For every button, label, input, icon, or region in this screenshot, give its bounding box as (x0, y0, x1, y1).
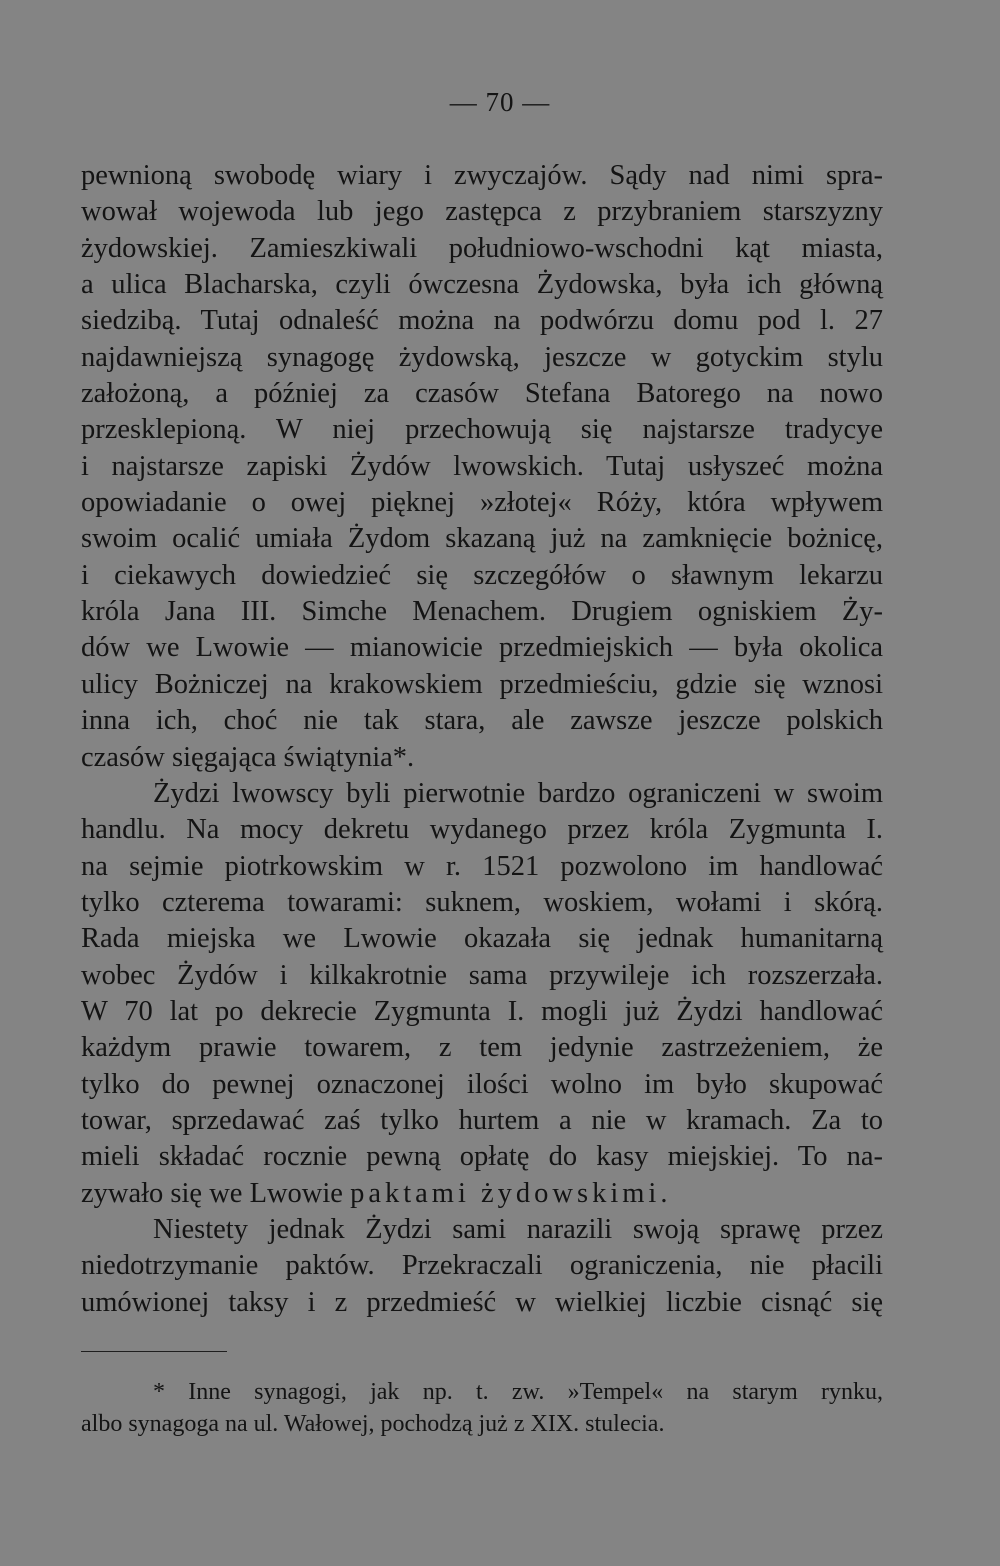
footnote-line: * Inne synagogi, jak np. t. zw. »Tempel« na starym rynku, (153, 1379, 883, 1405)
text-line: i ciekawych dowiedzieć się szczegółów o sławnym lekarzu (81, 559, 883, 591)
text-line: handlu. Na mocy dekretu wydanego przez króla Zygmunta I. (81, 814, 883, 846)
text-line: W 70 lat po dekrecie Zygmunta I. mogli już Żydzi handlować (81, 995, 883, 1027)
text-line: Niestety jednak Żydzi sami narazili swoją sprawę przez (153, 1213, 883, 1245)
text-line: opowiadanie o owej pięknej »złotej« Róży, która wpływem (81, 487, 883, 519)
text-line: dów we Lwowie — mianowicie przedmiejskich — była okolica (81, 632, 883, 664)
text-line (81, 1176, 883, 1212)
text-line: Żydzi lwowscy byli pierwotnie bardzo ograniczeni w swoim (153, 777, 883, 809)
footnote-divider (81, 1351, 227, 1352)
text-fragment: zywało się we Lwowie (81, 1177, 343, 1209)
text-line: tylko do pewnej oznaczonej ilości wolno im było skupować (81, 1068, 883, 1100)
text-line: wobec Żydów i kilkakrotnie sama przywileje ich rozszerzała. (81, 959, 883, 991)
text-line: czasów sięgająca świątynia*. (81, 741, 415, 773)
footnote-line: albo synagoga na ul. Wałowej, pochodzą już z XIX. stulecia. (81, 1411, 665, 1437)
text-line: i najstarsze zapiski Żydów lwowskich. Tutaj usłyszeć można (81, 450, 883, 482)
text-line: na sejmie piotrkowskim w r. 1521 pozwolono im handlować (81, 850, 883, 882)
text-line: każdym prawie towarem, z tem jedynie zastrzeżeniem, że (81, 1032, 883, 1064)
text-line: mieli składać rocznie pewną opłatę do kasy miejskiej. To na- (81, 1141, 883, 1173)
text-line: żydowskiej. Zamieszkiwali południowo-wschodni kąt miasta, (81, 232, 883, 264)
text-line: tylko czterema towarami: suknem, woskiem, wołami i skórą. (81, 886, 883, 918)
page-number: — 70 — (449, 87, 551, 117)
text-line: a ulica Blacharska, czyli ówczesna Żydowska, była ich główną (81, 269, 883, 301)
text-line: najdawniejszą synagogę żydowską, jeszcze w gotyckim stylu (81, 341, 883, 373)
text-line: wował wojewoda lub jego zastępca z przybraniem starszyzny (81, 196, 883, 228)
text-line: ulicy Bożniczej na krakowskiem przedmieściu, gdzie się wznosi (81, 668, 883, 700)
text-line: przesklepioną. W niej przechowują się najstarsze tradycye (81, 414, 883, 446)
footnote (81, 1376, 883, 1440)
text-line: Rada miejska we Lwowie okazała się jednak humanitarną (81, 923, 883, 955)
text-line: inna ich, choć nie tak stara, ale zawsze jeszcze polskich (81, 705, 883, 737)
text-line: pewnioną swobodę wiary i zwyczajów. Sądy nad nimi spra- (81, 160, 883, 191)
text-line: towar, sprzedawać zaś tylko hurtem a nie w kramach. Za to (81, 1104, 883, 1136)
text-line: niedotrzymanie paktów. Przekraczali ograniczenia, nie płacili (81, 1250, 883, 1282)
text-line: króla Jana III. Simche Menachem. Drugiem ogniskiem Ży- (81, 596, 883, 628)
spaced-emphasis: paktami żydowskimi (350, 1177, 661, 1209)
text-line: swoim ocalić umiała Żydom skazaną już na zamknięcie bożnicę, (81, 523, 883, 555)
text-fragment: . (660, 1177, 668, 1209)
text-line: założoną, a później za czasów Stefana Batorego na nowo (81, 378, 883, 410)
text-line: siedzibą. Tutaj odnaleść można na podwórzu domu pod l. 27 (81, 305, 883, 337)
text-line: umówionej taksy i z przedmieść w wielkiej liczbie cisnąć się (81, 1286, 883, 1318)
main-text (81, 158, 883, 1321)
